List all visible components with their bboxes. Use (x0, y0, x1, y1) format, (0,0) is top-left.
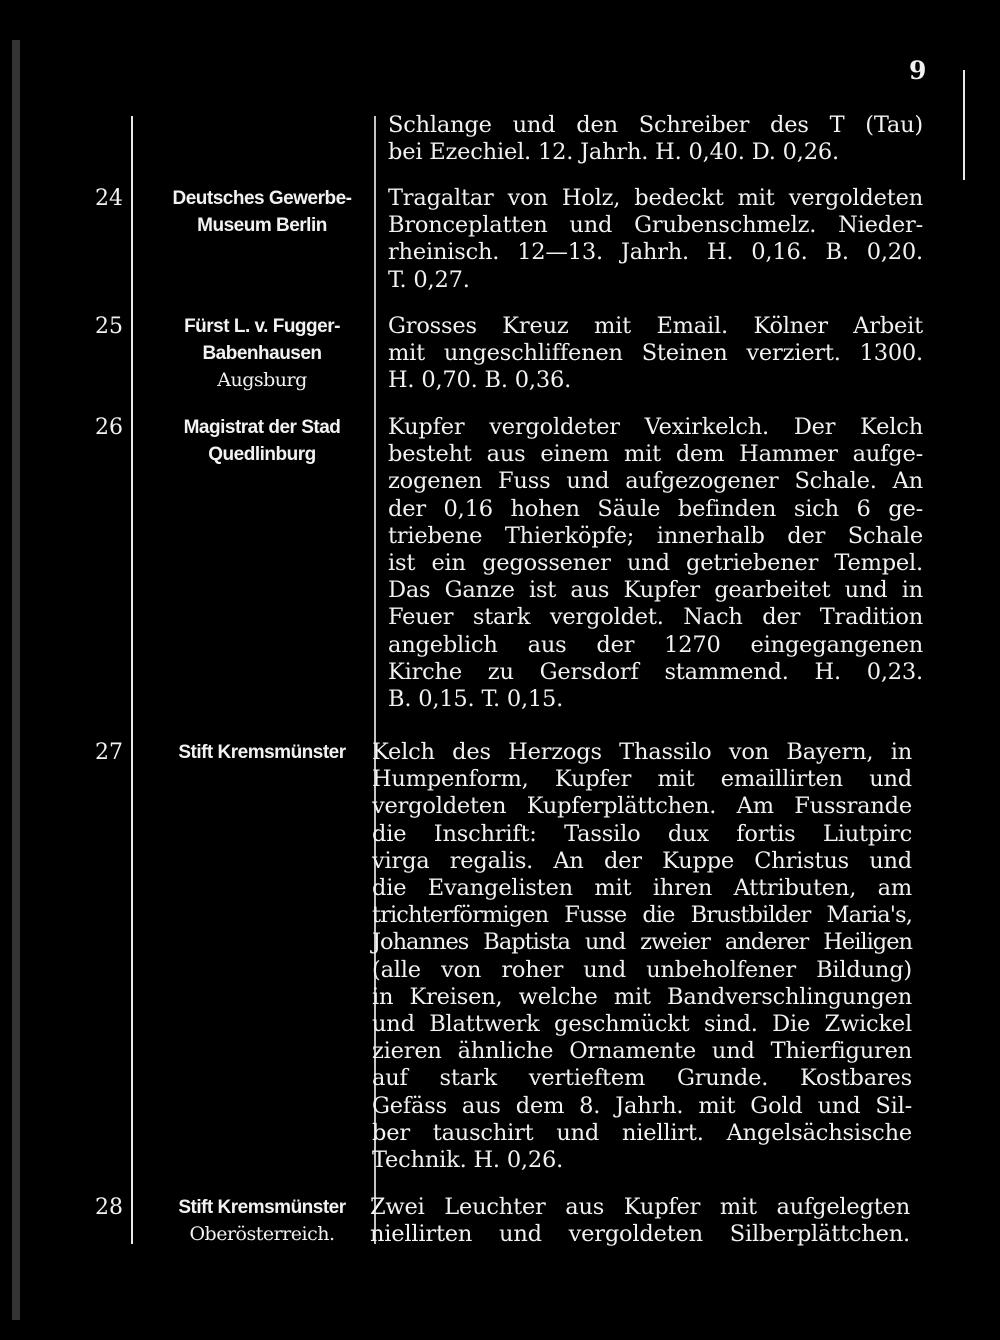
description-line: ber tauschirt und niellirt. Angelsächsische (372, 1119, 912, 1146)
description-line: Schlange und den Schreiber des T (Tau) (388, 112, 923, 138)
description-line: B. 0,15. T. 0,15. (388, 686, 564, 713)
entry-description (372, 739, 912, 1174)
description-line: vergoldeten Kupferplättchen. Am Fussrande (372, 793, 912, 820)
description-line: der 0,16 hohen Säule befinden sich 6 ge- (388, 495, 923, 522)
lender-line: Deutsches Gewerbe- (172, 188, 352, 209)
page-edge-shadow (12, 40, 20, 1320)
description-line: Johannes Baptista und zweier anderer Heiligen (372, 929, 912, 956)
entry-description (370, 1194, 910, 1248)
description-line: Humpenform, Kupfer mit emaillirten und (372, 766, 912, 793)
description-line: Bronceplatten und Grubenschmelz. Nieder- (388, 212, 923, 239)
description-line: Das Ganze ist aus Kupfer gearbeitet und in (388, 577, 923, 604)
lender-line: Magistrat der Stad (183, 417, 341, 438)
description-line: angeblich aus der 1270 eingegangenen (388, 631, 923, 658)
entry-number: 28 (95, 1195, 123, 1220)
description-line: auf stark vertieftem Grunde. Kostbares (372, 1065, 912, 1092)
entry-lender (150, 185, 374, 239)
lender-line: Fürst L. v. Fugger- (184, 316, 340, 337)
entry-lender (150, 313, 374, 394)
description-line: die Evangelisten mit ihren Attributen, am (372, 875, 912, 902)
description-line: Feuer stark vergoldet. Nach der Tradition (388, 604, 923, 631)
entry-lender (150, 739, 374, 766)
description-line: H. 0,70. B. 0,36. (388, 367, 572, 394)
description-line: niellirten und vergoldeten Silberplättchen. (370, 1221, 910, 1248)
entry-description (388, 185, 923, 294)
description-line: Kupfer vergoldeter Vexirkelch. Der Kelch (388, 414, 923, 440)
entry-lender (150, 1194, 374, 1248)
description-line: rheinisch. 12—13. Jahrh. H. 0,16. B. 0,20. (388, 239, 923, 266)
lender-line: Stift Kremsmünster (178, 1197, 346, 1218)
entry-number: 24 (95, 186, 123, 211)
entry-number: 25 (95, 314, 123, 339)
description-line: Grosses Kreuz mit Email. Kölner Arbeit (388, 313, 923, 339)
lender-line: Augsburg (217, 369, 307, 391)
description-line: triebene Thierköpfe; innerhalb der Schale (388, 522, 923, 549)
entry-number: 27 (95, 740, 123, 765)
entry-description (388, 112, 923, 166)
description-line: besteht aus einem mit dem Hammer aufge- (388, 441, 923, 468)
description-line: in Kreisen, welche mit Bandverschlingungen (372, 983, 912, 1010)
entry-lender (150, 414, 374, 468)
description-line: Kelch des Herzogs Thassilo von Bayern, in (372, 739, 912, 765)
lender-line: Quedlinburg (208, 444, 316, 465)
description-line: trichterförmigen Fusse die Brustbilder Maria's, (372, 902, 912, 929)
description-line: (alle von roher und unbeholfener Bildung) (372, 956, 912, 983)
entry-number: 26 (95, 415, 123, 440)
description-line: Kirche zu Gersdorf stammend. H. 0,23. (388, 658, 923, 685)
page-number: 9 (909, 56, 927, 85)
description-line: T. 0,27. (388, 266, 470, 293)
page-edge-mark (963, 70, 965, 180)
description-line: ist ein gegossener und getriebener Tempel. (388, 550, 923, 577)
lender-line: Oberösterreich. (189, 1223, 335, 1245)
column-rule-number (131, 116, 133, 1244)
lender-line: Babenhausen (202, 343, 322, 364)
entry-description (388, 414, 923, 713)
description-line: Gefäss aus dem 8. Jahrh. mit Gold und Sil- (372, 1092, 912, 1119)
lender-line: Stift Kremsmünster (178, 742, 346, 763)
description-line: Technik. H. 0,26. (372, 1147, 564, 1174)
description-line: mit ungeschliffenen Steinen verziert. 1300. (388, 340, 923, 367)
description-line: die Inschrift: Tassilo dux fortis Liutpirc (372, 820, 912, 847)
lender-line: Museum Berlin (197, 215, 327, 236)
description-line: bei Ezechiel. 12. Jahrh. H. 0,40. D. 0,26. (388, 139, 839, 166)
entry-description (388, 313, 923, 395)
description-line: und Blattwerk geschmückt sind. Die Zwickel (372, 1011, 912, 1038)
description-line: Zwei Leuchter aus Kupfer mit aufgelegten (370, 1194, 910, 1220)
description-line: Tragaltar von Holz, bedeckt mit vergoldeten (388, 185, 923, 211)
description-line: zieren ähnliche Ornamente und Thierfiguren (372, 1038, 912, 1065)
description-line: zogenen Fuss und aufgezogener Schale. An (388, 468, 923, 495)
description-line: virga regalis. An der Kuppe Christus und (372, 847, 912, 874)
